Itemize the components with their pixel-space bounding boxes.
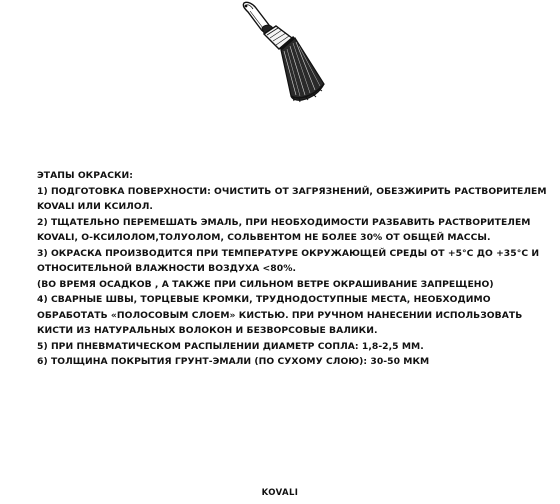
instructions-line: KOVALI ИЛИ КСИЛОЛ.: [37, 201, 153, 212]
paint-brush-icon: [236, 0, 326, 104]
instructions-line: ОТНОСИТЕЛЬНОЙ ВЛАЖНОСТИ ВОЗДУХА <80%.: [37, 263, 296, 274]
instructions-line: 6) ТОЛЩИНА ПОКРЫТИЯ ГРУНТ-ЭМАЛИ (ПО СУХОМУ СЛОЮ): 30-50 МКМ: [37, 356, 430, 367]
instructions-heading: ЭТАПЫ ОКРАСКИ:: [37, 170, 134, 181]
brand-name: KOVALI: [261, 488, 299, 498]
instructions-line: ОБРАБОТАТЬ «ПОЛОСОВЫМ СЛОЕМ» КИСТЬЮ. ПРИ РУЧНОМ НАНЕСЕНИИ ИСПОЛЬЗОВАТЬ: [37, 309, 523, 321]
instructions-line: КИСТИ ИЗ НАТУРАЛЬНЫХ ВОЛОКОН И БЕЗВОРСОВЫЕ ВАЛИКИ.: [37, 325, 378, 336]
instructions-line: 4) СВАРНЫЕ ШВЫ, ТОРЦЕВЫЕ КРОМКИ, ТРУДНОДОСТУПНЫЕ МЕСТА, НЕОБХОДИМО: [37, 294, 491, 305]
instructions-line: 2) ТЩАТЕЛЬНО ПЕРЕМЕШАТЬ ЭМАЛЬ, ПРИ НЕОБХОДИМОСТИ РАЗБАВИТЬ РАСТВОРИТЕЛЕМ: [37, 216, 531, 228]
instructions-line: (ВО ВРЕМЯ ОСАДКОВ , А ТАКЖЕ ПРИ СИЛЬНОМ ВЕТРЕ ОКРАШИВАНИЕ ЗАПРЕЩЕНО): [37, 278, 494, 290]
instructions-line: 1) ПОДГОТОВКА ПОВЕРХНОСТИ: ОЧИСТИТЬ ОТ ЗАГРЯЗНЕНИЙ, ОБЕЗЖИРИТЬ РАСТВОРИТЕЛЕМ: [37, 185, 547, 197]
instructions-line: 5) ПРИ ПНЕВМАТИЧЕСКОМ РАСПЫЛЕНИИ ДИАМЕТР СОПЛА: 1,8-2,5 ММ.: [37, 340, 424, 352]
instructions-line: 3) ОКРАСКА ПРОИЗВОДИТСЯ ПРИ ТЕМПЕРАТУРЕ ОКРУЖАЮЩЕЙ СРЕДЫ ОТ +5°С ДО +35°С И: [37, 247, 540, 259]
instructions-text: [37, 168, 547, 370]
instructions-line: KOVALI, О-КСИЛОЛОМ,ТОЛУОЛОМ, СОЛЬВЕНТОМ НЕ БОЛЕЕ 30% ОТ ОБЩЕЙ МАССЫ.: [37, 232, 491, 243]
brush-bristles: [281, 38, 324, 102]
